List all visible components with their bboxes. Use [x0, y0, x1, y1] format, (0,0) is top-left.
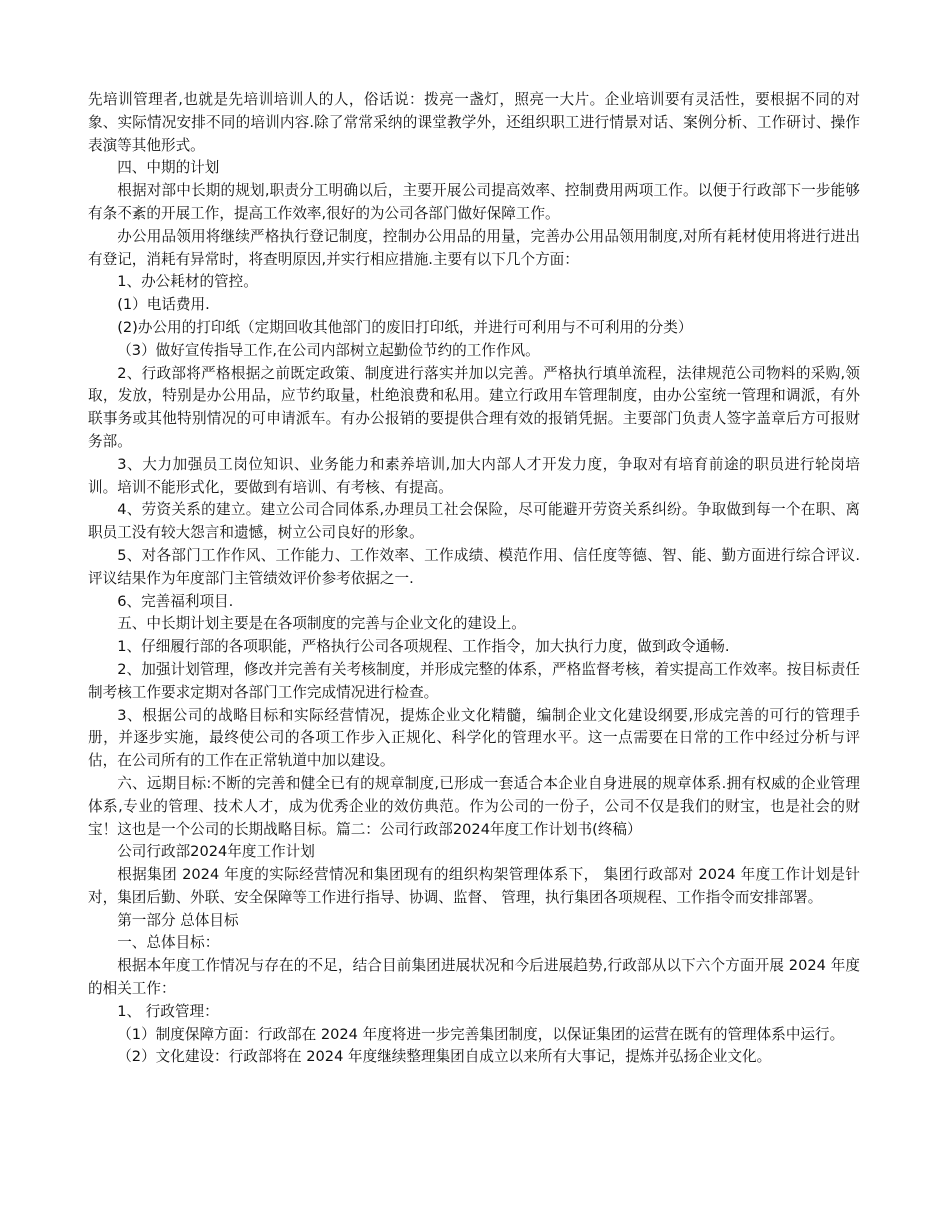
paragraph-training-intro: 先培训管理者,也就是先培训培训人的人，俗话说：拨亮一盏灯，照亮一大片。企业培训要有灵活性，要根据不同的对象、实际情况安排不同的培训内容.除了常常采纳的课堂教学外，还组织职工进行情景对话、案例分析、工作研讨、操作表演等其他形式。 — [88, 91, 860, 154]
list-item: 2、加强计划管理，修改并完善有关考核制度，并形成完整的体系，严格监督考核，着实提高工作效率。按目标责任制考核工作要求定期对各部门工作完成情况进行检查。 — [88, 660, 860, 701]
paragraph-mid-term-overview: 根据对部中长期的规划,职责分工明确以后，主要开展公司提高效率、控制费用两项工作。以便于行政部下一步能够有条不紊的开展工作，提高工作效率,很好的为公司各部门做好保障工作。 — [88, 182, 860, 222]
heading-mid-term-plan: 四、中期的计划 — [117, 159, 220, 177]
list-item: 5、对各部门工作作风、工作能力、工作效率、工作成绩、模范作用、信任度等德、智、能、勤方面进行综合评议.评议结果作为年度部门主管绩效评价参考依据之一. — [88, 546, 860, 587]
heading-part-one: 第一部分 总体目标 — [117, 911, 239, 929]
document-subtitle: 公司行政部2024年度工作计划 — [117, 843, 315, 861]
list-item: 4、劳资关系的建立。建立公司合同体系,办理员工社会保险，尽可能避开劳资关系纠纷。争取做到每一个在职、离职员工没有较大怨言和遗憾，树立公司良好的形象。 — [88, 501, 860, 542]
document-body — [88, 89, 860, 1069]
list-item: (1）电话费用. — [117, 296, 210, 314]
list-item: 1、仔细履行部的各项职能，严格执行公司各项规程、工作指令，加大执行力度，做到政令通畅. — [117, 638, 730, 656]
list-item: （2）文化建设：行政部将在 2024 年度继续整理集团自成立以来所有大事记，提炼并弘扬企业文化。 — [117, 1048, 772, 1066]
list-item: 2、行政部将严格根据之前既定政策、制度进行落实并加以完善。严格执行填单流程，法律规范公司物料的采购,领取，发放，特别是办公用品，应节约取量，杜绝浪费和私用。建立行政用车管理制度，由办公室统一管理和调派，有外联事务或其他特别情况的可申请派车。有办公报销的要提供合理有效的报销凭据。主要部门负责人签字盖章后方可报财务部。 — [88, 364, 860, 450]
paragraph-long-range-goal: 六、远期目标:不断的完善和健全已有的规章制度,已形成一套适合本企业自身进展的规章体系.拥有权威的企业管理体系,专业的管理、技术人才，成为优秀企业的效仿典范。作为公司的一份子，公司不仅是我们的财宝，也是社会的财宝！这也是一个公司的长期战略目标。篇二：公司行政部2024年度工作计划书(终稿） — [88, 774, 860, 838]
list-item: 3、根据公司的战略目标和实际经营情况，提炼企业文化精髓，编制企业文化建设纲要,形成完善的可行的管理手册，并逐步实施，最终使公司的各项工作步入正规化、科学化的管理水平。这一点需要在日常的工作中经过分析与评估，在公司所有的工作在正常轨道中加以建设。 — [88, 706, 860, 770]
paragraph-overall-goal: 根据本年度工作情况与存在的不足，结合目前集团进展状况和今后进展趋势,行政部从以下六个方面开展 2024 年度的相关工作： — [88, 957, 860, 998]
list-item: 1、办公耗材的管控。 — [117, 273, 258, 291]
heading-admin-management: 1、 行政管理： — [117, 1002, 219, 1020]
list-item: 6、完善福利项目. — [117, 592, 234, 610]
heading-long-term-plan: 五、中长期计划主要是在各项制度的完善与企业文化的建设上。 — [117, 615, 526, 633]
heading-overall-goal: 一、总体目标： — [117, 934, 220, 952]
paragraph-plan-intro: 根据集团 2024 年度的实际经营情况和集团现有的组织构架管理体系下， 集团行政部对 2024 年度工作计划是针对，集团后勤、外联、安全保障等工作进行指导、协调、监督、 管理，执行集团各项规程、工作指令而安排部署。 — [88, 866, 860, 906]
paragraph-office-supplies: 办公用品领用将继续严格执行登记制度，控制办公用品的用量，完善办公用品领用制度,对所有耗材使用将进行进出有登记，消耗有异常时，将查明原因,并实行相应措施.主要有以下几个方面： — [88, 227, 860, 268]
list-item: （3）做好宣传指导工作,在公司内部树立起勤俭节约的工作作风。 — [117, 341, 540, 359]
list-item: 3、大力加强员工岗位知识、业务能力和素养培训,加大内部人才开发力度，争取对有培育前途的职员进行轮岗培训。培训不能形式化，要做到有培训、有考核、有提高。 — [88, 455, 860, 496]
list-item: （1）制度保障方面：行政部在 2024 年度将进一步完善集团制度，以保证集团的运营在既有的管理体系中运行。 — [117, 1025, 845, 1043]
list-item: (2)办公用的打印纸（定期回收其他部门的废旧打印纸，并进行可利用与不可利用的分类） — [117, 318, 693, 336]
